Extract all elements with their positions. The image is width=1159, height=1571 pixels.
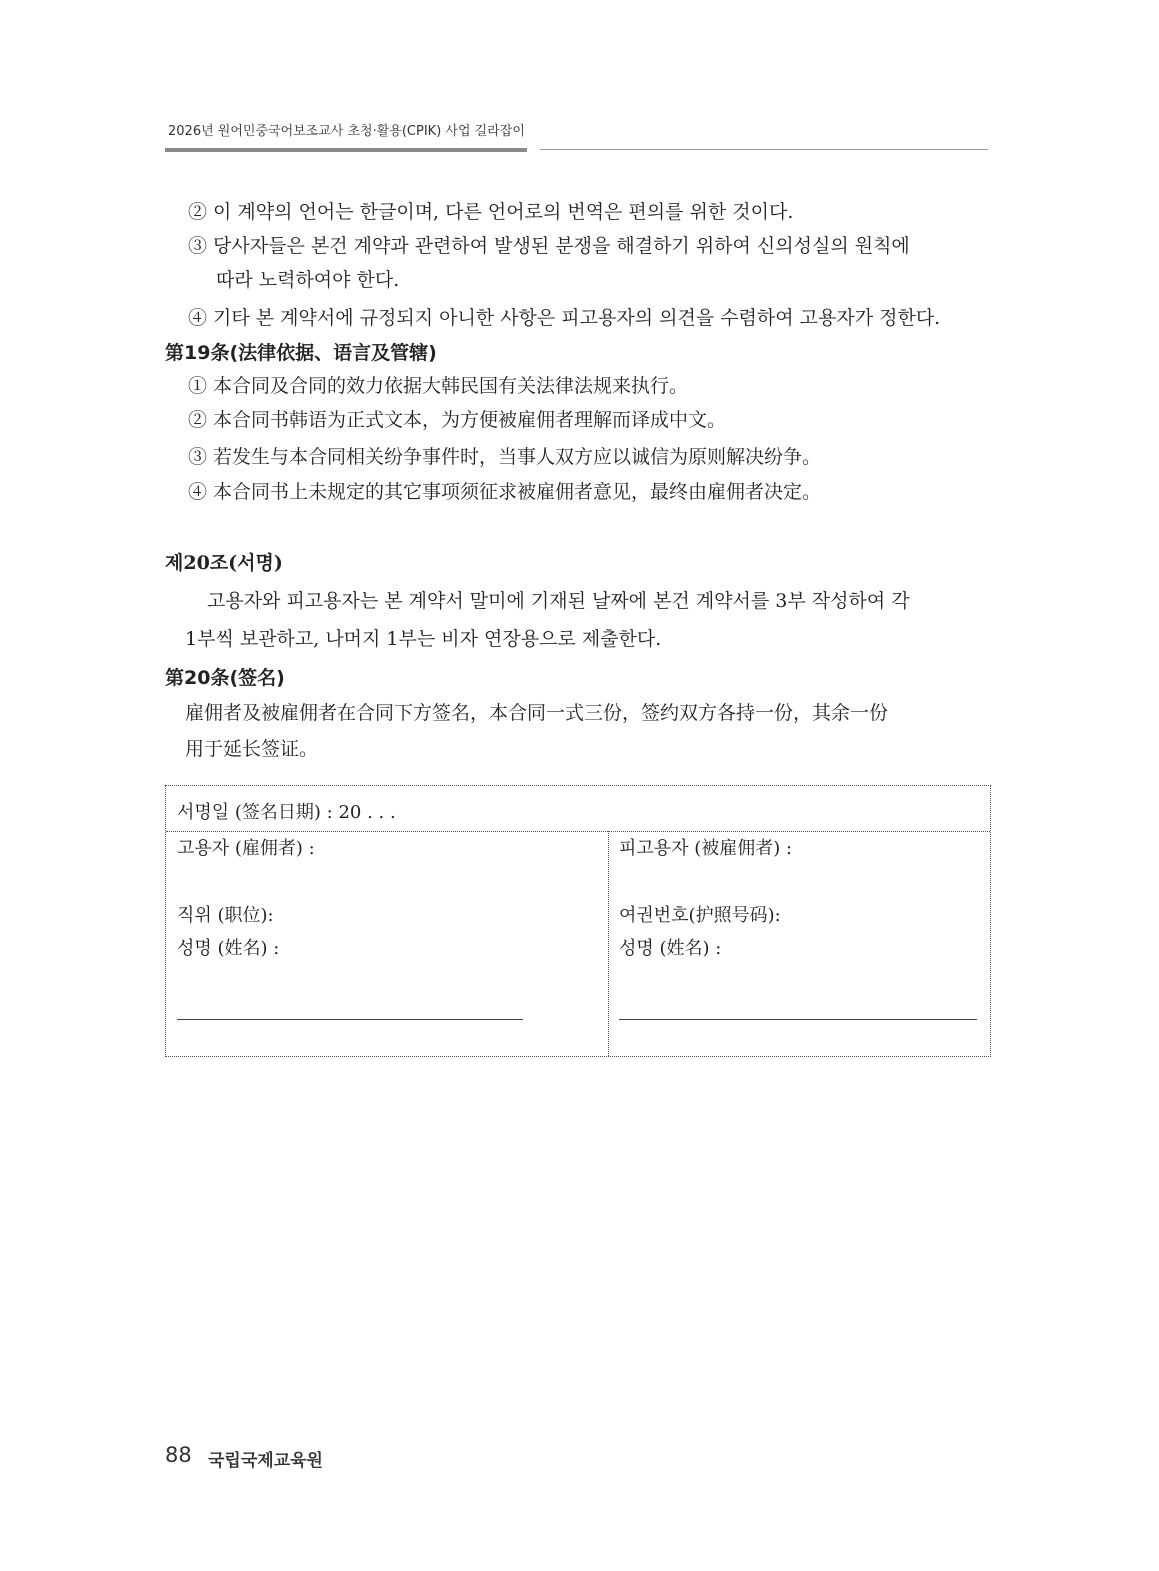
employer-label: 고용자 (雇佣者) :	[177, 838, 315, 859]
running-header: 2026년 원어민중국어보조교사 초청·활용(CPIK) 사업 길라잡이	[168, 124, 525, 139]
employer-position: 직위 (职位):	[177, 905, 274, 926]
signature-column-divider	[608, 831, 609, 1056]
article19-cn-item-2: ② 本合同书韩语为正式文本，为方便被雇佣者理解而译成中文。	[188, 409, 727, 431]
signature-table	[165, 785, 991, 1057]
signature-date-row	[166, 786, 990, 832]
employee-name: 성명 (姓名) :	[619, 938, 722, 959]
article19-ko-item-2: ② 이 계약의 언어는 한글이며, 다른 언어로의 번역은 편의를 위한 것이다.	[188, 201, 794, 223]
article19-cn-item-1: ① 本合同及合同的效力依据大韩民国有关法律法规来执行。	[188, 375, 689, 397]
employee-passport: 여권번호(护照号码):	[619, 905, 781, 926]
article20-ko-line2: 1부씩 보관하고, 나머지 1부는 비자 연장용으로 제출한다.	[185, 628, 662, 650]
article19-ko-item-3: ③ 당사자들은 본건 계약과 관련하여 발생된 분쟁을 해결하기 위하여 신의성실의 원칙에	[188, 235, 910, 257]
employee-signature-line	[619, 1019, 977, 1020]
signature-date-label: 서명일 (签名日期) : 20 . . .	[177, 802, 396, 823]
article20-cn-line2: 用于延长签证。	[185, 738, 319, 760]
header-rule-thick	[165, 148, 527, 152]
article20-cn-line1: 雇佣者及被雇佣者在合同下方签名，本合同一式三份，签约双方各持一份，其余一份	[185, 702, 889, 724]
page-number: 88	[165, 1443, 192, 1467]
article20-ko-line1: 고용자와 피고용자는 본 계약서 말미에 기재된 날짜에 본건 계약서를 3부 작성하여 각	[207, 590, 910, 612]
article20-cn-heading: 第20条(签名)	[165, 667, 285, 689]
employer-name: 성명 (姓名) :	[177, 938, 280, 959]
article19-cn-item-3: ③ 若发生与本合同相关纷争事件时，当事人双方应以诚信为原则解决纷争。	[188, 446, 822, 468]
employee-label: 피고용자 (被雇佣者) :	[619, 838, 793, 859]
footer-org-name: 국립국제교육원	[208, 1451, 323, 1471]
employer-signature-line	[177, 1019, 523, 1020]
article19-ko-item-3-cont: 따라 노력하여야 한다.	[216, 269, 400, 291]
article19-ko-item-4: ④ 기타 본 계약서에 규정되지 아니한 사항은 피고용자의 의견을 수렴하여 고용자가 정한다.	[188, 307, 941, 329]
article19-cn-item-4: ④ 本合同书上未规定的其它事项须征求被雇佣者意见，最终由雇佣者决定。	[188, 481, 822, 503]
header-rule-thin	[540, 149, 988, 150]
article19-cn-heading: 第19条(法律依据、语言及管辖)	[165, 342, 437, 364]
article20-ko-heading: 제20조(서명)	[165, 552, 283, 574]
